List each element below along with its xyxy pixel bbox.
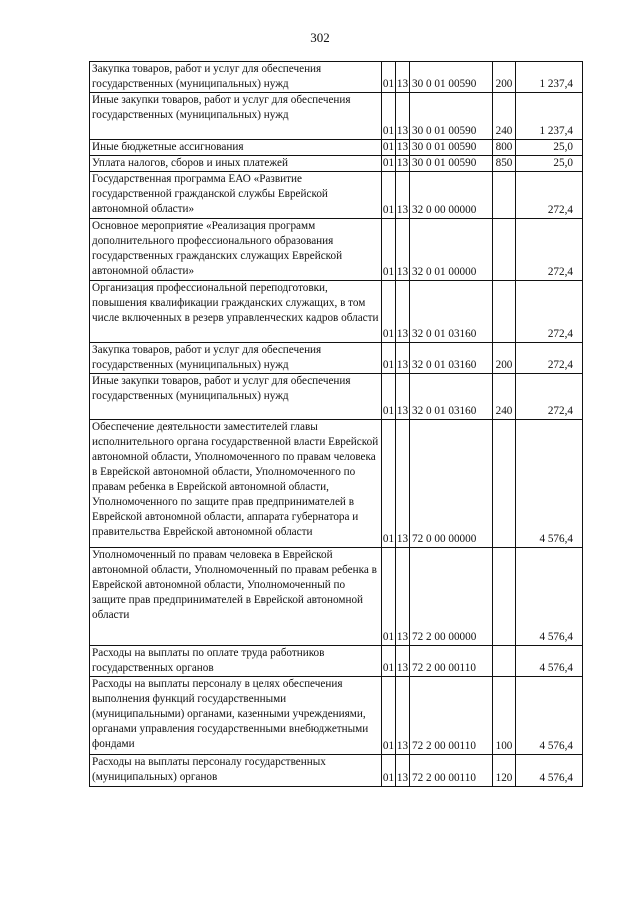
row-expense-type: 120 — [493, 755, 516, 787]
row-expense-type: 240 — [493, 374, 516, 420]
row-section: 01 — [382, 281, 396, 343]
row-section: 01 — [382, 374, 396, 420]
row-section: 01 — [382, 140, 396, 156]
row-section: 01 — [382, 548, 396, 646]
row-subsection: 13 — [396, 172, 410, 219]
row-subsection: 13 — [396, 677, 410, 755]
row-subsection: 13 — [396, 755, 410, 787]
row-section: 01 — [382, 755, 396, 787]
row-name: Расходы на выплаты по оплате труда работников государственных органов — [90, 646, 382, 677]
row-expense-type — [493, 281, 516, 343]
row-name: Иные закупки товаров, работ и услуг для обеспечения государственных (муниципальных) нужд — [90, 374, 382, 420]
row-target-article: 30 0 01 00590 — [410, 62, 493, 93]
row-target-article: 30 0 01 00590 — [410, 93, 493, 140]
row-name: Расходы на выплаты персоналу государственных (муниципальных) органов — [90, 755, 382, 787]
row-target-article: 32 0 01 03160 — [410, 343, 493, 374]
row-amount: 25,0 — [516, 156, 583, 172]
row-subsection: 13 — [396, 219, 410, 281]
row-target-article: 72 2 00 00000 — [410, 548, 493, 646]
table-row — [90, 93, 583, 140]
row-expense-type: 240 — [493, 93, 516, 140]
row-name: Иные бюджетные ассигнования — [90, 140, 382, 156]
row-amount: 4 576,4 — [516, 677, 583, 755]
budget-table — [89, 61, 583, 787]
row-target-article: 32 0 00 00000 — [410, 172, 493, 219]
row-expense-type — [493, 548, 516, 646]
row-amount: 4 576,4 — [516, 646, 583, 677]
row-amount: 272,4 — [516, 281, 583, 343]
row-section: 01 — [382, 343, 396, 374]
row-target-article: 72 2 00 00110 — [410, 677, 493, 755]
table-row — [90, 374, 583, 420]
row-expense-type — [493, 646, 516, 677]
row-target-article: 32 0 01 03160 — [410, 281, 493, 343]
row-section: 01 — [382, 156, 396, 172]
row-expense-type — [493, 172, 516, 219]
row-section: 01 — [382, 420, 396, 548]
row-expense-type: 850 — [493, 156, 516, 172]
table-row — [90, 172, 583, 219]
row-target-article: 30 0 01 00590 — [410, 156, 493, 172]
row-section: 01 — [382, 93, 396, 140]
row-subsection: 13 — [396, 646, 410, 677]
row-amount: 25,0 — [516, 140, 583, 156]
row-name: Закупка товаров, работ и услуг для обеспечения государственных (муниципальных) нужд — [90, 62, 382, 93]
table-row — [90, 677, 583, 755]
table-row — [90, 343, 583, 374]
row-amount: 4 576,4 — [516, 548, 583, 646]
row-target-article: 32 0 01 00000 — [410, 219, 493, 281]
page-number: 302 — [310, 30, 330, 45]
row-target-article: 72 0 00 00000 — [410, 420, 493, 548]
row-expense-type: 800 — [493, 140, 516, 156]
row-section: 01 — [382, 219, 396, 281]
row-subsection: 13 — [396, 420, 410, 548]
row-expense-type: 200 — [493, 343, 516, 374]
row-subsection: 13 — [396, 343, 410, 374]
row-amount: 272,4 — [516, 343, 583, 374]
table-row — [90, 62, 583, 93]
row-name: Иные закупки товаров, работ и услуг для обеспечения государственных (муниципальных) нужд — [90, 93, 382, 140]
table-row — [90, 646, 583, 677]
row-name: Расходы на выплаты персоналу в целях обеспечения выполнения функций государственными (муниципальными) органами, казенными учреждениями, органами управления государственными внебюджетными фондами — [90, 677, 382, 755]
row-amount: 272,4 — [516, 219, 583, 281]
row-subsection: 13 — [396, 281, 410, 343]
row-subsection: 13 — [396, 62, 410, 93]
row-amount: 4 576,4 — [516, 755, 583, 787]
row-expense-type: 100 — [493, 677, 516, 755]
row-target-article: 32 0 01 03160 — [410, 374, 493, 420]
row-name: Уполномоченный по правам человека в Еврейской автономной области, Уполномоченный по правам ребенка в Еврейской автономной области, Уполномоченный по защите прав предпринимателей в Еврейской автономной области — [90, 548, 382, 646]
row-expense-type: 200 — [493, 62, 516, 93]
table-row — [90, 548, 583, 646]
table-row — [90, 755, 583, 787]
table-row — [90, 219, 583, 281]
row-target-article: 72 2 00 00110 — [410, 646, 493, 677]
row-section: 01 — [382, 172, 396, 219]
table-row — [90, 420, 583, 548]
row-expense-type — [493, 420, 516, 548]
row-name: Организация профессиональной переподготовки, повышения квалификации гражданских служащих, в том числе включенных в резерв управленческих кадров области — [90, 281, 382, 343]
row-amount: 1 237,4 — [516, 93, 583, 140]
row-section: 01 — [382, 646, 396, 677]
row-name: Закупка товаров, работ и услуг для обеспечения государственных (муниципальных) нужд — [90, 343, 382, 374]
table-row — [90, 140, 583, 156]
row-name: Государственная программа ЕАО «Развитие государственной гражданской службы Еврейской автономной области» — [90, 172, 382, 219]
row-name: Обеспечение деятельности заместителей главы исполнительного органа государственной власти Еврейской автономной области, Уполномоченного по правам человека в Еврейской автономной области, Уполномоченного по правам ребенка в Еврейской автономной области, Уполномоченного по защите прав предпринимателей в Еврейской автономной области, аппарата губернатора и правительства Еврейской автономной области — [90, 420, 382, 548]
row-expense-type — [493, 219, 516, 281]
row-amount: 4 576,4 — [516, 420, 583, 548]
row-section: 01 — [382, 677, 396, 755]
row-name: Основное мероприятие «Реализация программ дополнительного профессионального образования государственных гражданских служащих Еврейской автономной области» — [90, 219, 382, 281]
row-subsection: 13 — [396, 93, 410, 140]
row-section: 01 — [382, 62, 396, 93]
row-amount: 272,4 — [516, 374, 583, 420]
row-target-article: 30 0 01 00590 — [410, 140, 493, 156]
row-subsection: 13 — [396, 140, 410, 156]
table-row — [90, 156, 583, 172]
row-subsection: 13 — [396, 156, 410, 172]
row-amount: 1 237,4 — [516, 62, 583, 93]
row-subsection: 13 — [396, 374, 410, 420]
row-amount: 272,4 — [516, 172, 583, 219]
row-subsection: 13 — [396, 548, 410, 646]
row-name: Уплата налогов, сборов и иных платежей — [90, 156, 382, 172]
table-row — [90, 281, 583, 343]
row-target-article: 72 2 00 00110 — [410, 755, 493, 787]
